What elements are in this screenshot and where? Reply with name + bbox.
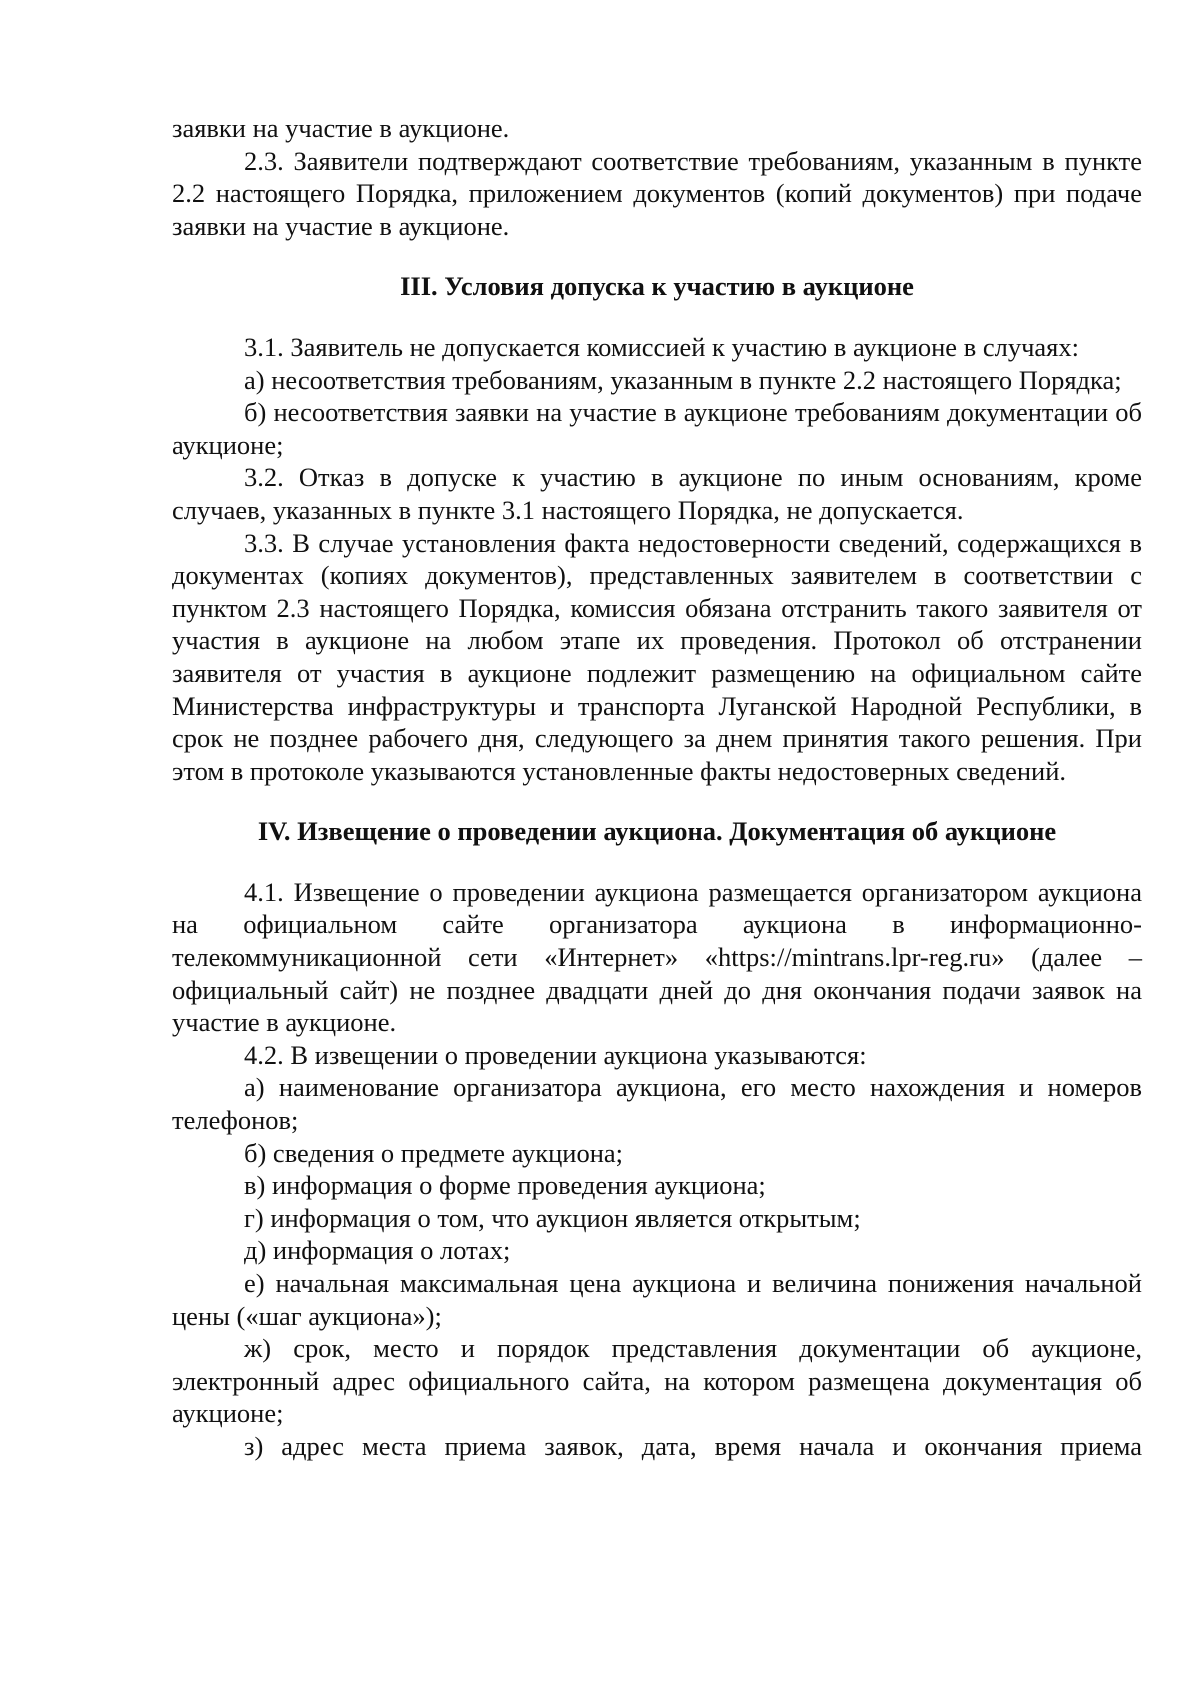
- clause-4-2-a: а) наименование организатора аукциона, его место нахождения и номеров телефонов;: [172, 1072, 1142, 1136]
- continuation-text: заявки на участие в аукционе.: [172, 113, 510, 143]
- clause-3-1: 3.1. Заявитель не допускается комиссией к участию в аукционе в случаях:: [244, 331, 1079, 362]
- clause-4-2-zh: ж) срок, место и порядок представления документации об аукционе, электронный адрес официального сайта, на котором размещена документация об аукционе;: [172, 1333, 1142, 1429]
- section-4-heading: IV. Извещение о проведении аукциона. Документация об аукционе: [257, 816, 1057, 847]
- clause-3-1-b: б) несоответствия заявки на участие в аукционе требованиям документации об аукционе;: [172, 397, 1142, 460]
- clause-3-1-a: а) несоответствия требованиям, указанным в пункте 2.2 настоящего Порядка;: [244, 364, 1122, 395]
- spacer: [172, 787, 1142, 815]
- clause-4-2-z: з) адрес места приема заявок, дата, время начала и окончания приема: [244, 1430, 1142, 1461]
- clause-4-2-v: в) информация о форме проведения аукциона;: [244, 1170, 766, 1201]
- spacer: [172, 242, 1142, 270]
- clause-4-1: 4.1. Извещение о проведении аукциона размещается организатором аукциона на официальном сайте организатора аукциона в информационно-телекоммуникационной сети «Интернет» «https://mintrans.lpr-reg.ru» (далее – официальный сайт) не позднее двадцати дней до дня окончания подачи заявок на участие в аукционе.: [172, 876, 1142, 1038]
- spacer: [172, 303, 1142, 331]
- section-3-heading: III. Условия допуска к участию в аукционе: [400, 271, 914, 302]
- clause-4-2-g: г) информация о том, что аукцион является открытым;: [244, 1202, 861, 1233]
- clause-4-2-d: д) информация о лотах;: [244, 1235, 511, 1266]
- clause-3-3: 3.3. В случае установления факта недостоверности сведений, содержащихся в документах (копиях документов), представленных заявителем в соответствии с пунктом 2.3 настоящего Порядка, комиссия обязана отстранить такого заявителя от участия в аукционе на любом этапе их проведения. Протокол об отстранении заявителя от участия в аукционе подлежит размещению на официальном сайте Министерства инфраструктуры и транспорта Луганской Народной Республики, в срок не позднее рабочего дня, следующего за днем принятия такого решения. При этом в протоколе указываются установленные факты недостоверных сведений.: [172, 527, 1142, 786]
- document-page: [172, 112, 1142, 1463]
- clause-2-3: 2.3. Заявители подтверждают соответствие требованиям, указанным в пункте 2.2 настоящего Порядка, приложением документов (копий документов) при подаче заявки на участие в аукционе.: [172, 145, 1142, 241]
- clause-4-2-e: е) начальная максимальная цена аукциона и величина понижения начальной цены («шаг аукциона»);: [172, 1268, 1142, 1331]
- spacer: [172, 848, 1142, 876]
- clause-4-2: 4.2. В извещении о проведении аукциона указываются:: [244, 1039, 867, 1070]
- clause-3-2: 3.2. Отказ в допуске к участию в аукционе по иным основаниям, кроме случаев, указанных в пункте 3.1 настоящего Порядка, не допускается.: [172, 462, 1142, 525]
- clause-4-2-b: б) сведения о предмете аукциона;: [244, 1137, 624, 1168]
